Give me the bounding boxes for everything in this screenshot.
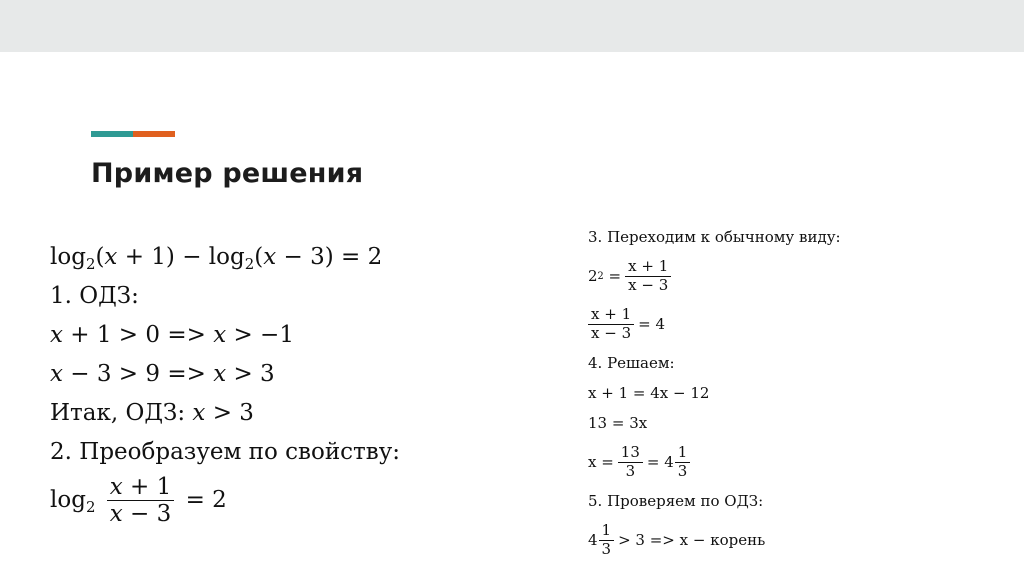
fraction <box>618 444 643 480</box>
log-base: 2 <box>85 255 96 274</box>
fraction-numerator: 1 <box>599 522 615 540</box>
slide-title: Пример решения <box>91 158 364 189</box>
log-text: log <box>208 244 245 270</box>
log-argument: (𝑥 − 3) = 2 <box>254 244 383 270</box>
solution-line <box>588 438 841 486</box>
accent-teal-segment <box>91 131 133 137</box>
fraction <box>588 306 634 342</box>
fraction-denominator: 3 <box>625 461 636 480</box>
left-solution-block <box>50 238 400 472</box>
accent-orange-segment <box>133 131 175 137</box>
fraction-numerator: x + 1 <box>625 258 671 276</box>
equation-rhs: = 2 <box>185 486 227 513</box>
fraction-numerator: 1 <box>675 444 691 462</box>
fraction <box>107 474 175 528</box>
check-conclusion: > 3 => x − корень <box>618 531 766 549</box>
step-2-heading: 2. Преобразуем по свойству: <box>50 439 400 465</box>
log-base: 2 <box>244 255 255 274</box>
check-line <box>588 516 841 564</box>
fraction <box>599 522 615 558</box>
fraction-denominator: 3 <box>601 539 612 558</box>
step-4-heading: 4. Решаем: <box>588 354 675 372</box>
step-5-heading: 5. Проверяем по ОДЗ: <box>588 492 764 510</box>
slide-top-bar <box>0 0 1024 52</box>
solution-mid: = 4 <box>646 453 674 471</box>
right-solution-block <box>588 222 841 564</box>
equation-line <box>50 238 400 277</box>
linear-equation-line: x + 1 = 4x − 12 <box>588 384 710 402</box>
step-3-heading: 3. Переходим к обычному виду: <box>588 228 841 246</box>
fraction-numerator: 13 <box>618 444 643 462</box>
fraction-denominator: 3 <box>677 461 688 480</box>
log-fraction-equation <box>50 474 227 528</box>
fraction-numerator: 𝑥 + 1 <box>107 474 175 501</box>
log-argument: (𝑥 + 1) − <box>95 244 209 270</box>
power-exponent: 2 <box>597 270 604 282</box>
equals-sign: = <box>608 267 622 285</box>
step-1-heading: 1. ОДЗ: <box>50 283 139 309</box>
domain-summary: Итак, ОДЗ: 𝑥 > 3 <box>50 400 254 426</box>
fraction-numerator: x + 1 <box>588 306 634 324</box>
domain-condition-1: 𝑥 + 1 > 0 => 𝑥 > −1 <box>50 322 294 348</box>
fraction-denominator: x − 3 <box>628 275 669 294</box>
fraction-denominator: 𝑥 − 3 <box>109 501 172 528</box>
simplified-fraction-line <box>588 300 841 348</box>
fraction-denominator: x − 3 <box>591 323 632 342</box>
log-text: log <box>50 486 86 513</box>
solution-lhs: x = <box>588 453 614 471</box>
log-base: 2 <box>85 498 96 517</box>
exponential-form-line <box>588 252 841 300</box>
log-text: log <box>50 244 86 270</box>
fraction <box>675 444 691 480</box>
fraction <box>625 258 671 294</box>
reduced-equation-line: 13 = 3x <box>588 414 648 432</box>
domain-condition-2: 𝑥 − 3 > 9 => 𝑥 > 3 <box>50 361 275 387</box>
mixed-number-whole: 4 <box>588 531 598 549</box>
equation-rhs: = 4 <box>638 315 665 333</box>
title-accent-line <box>91 131 175 137</box>
power-base: 2 <box>588 267 598 285</box>
